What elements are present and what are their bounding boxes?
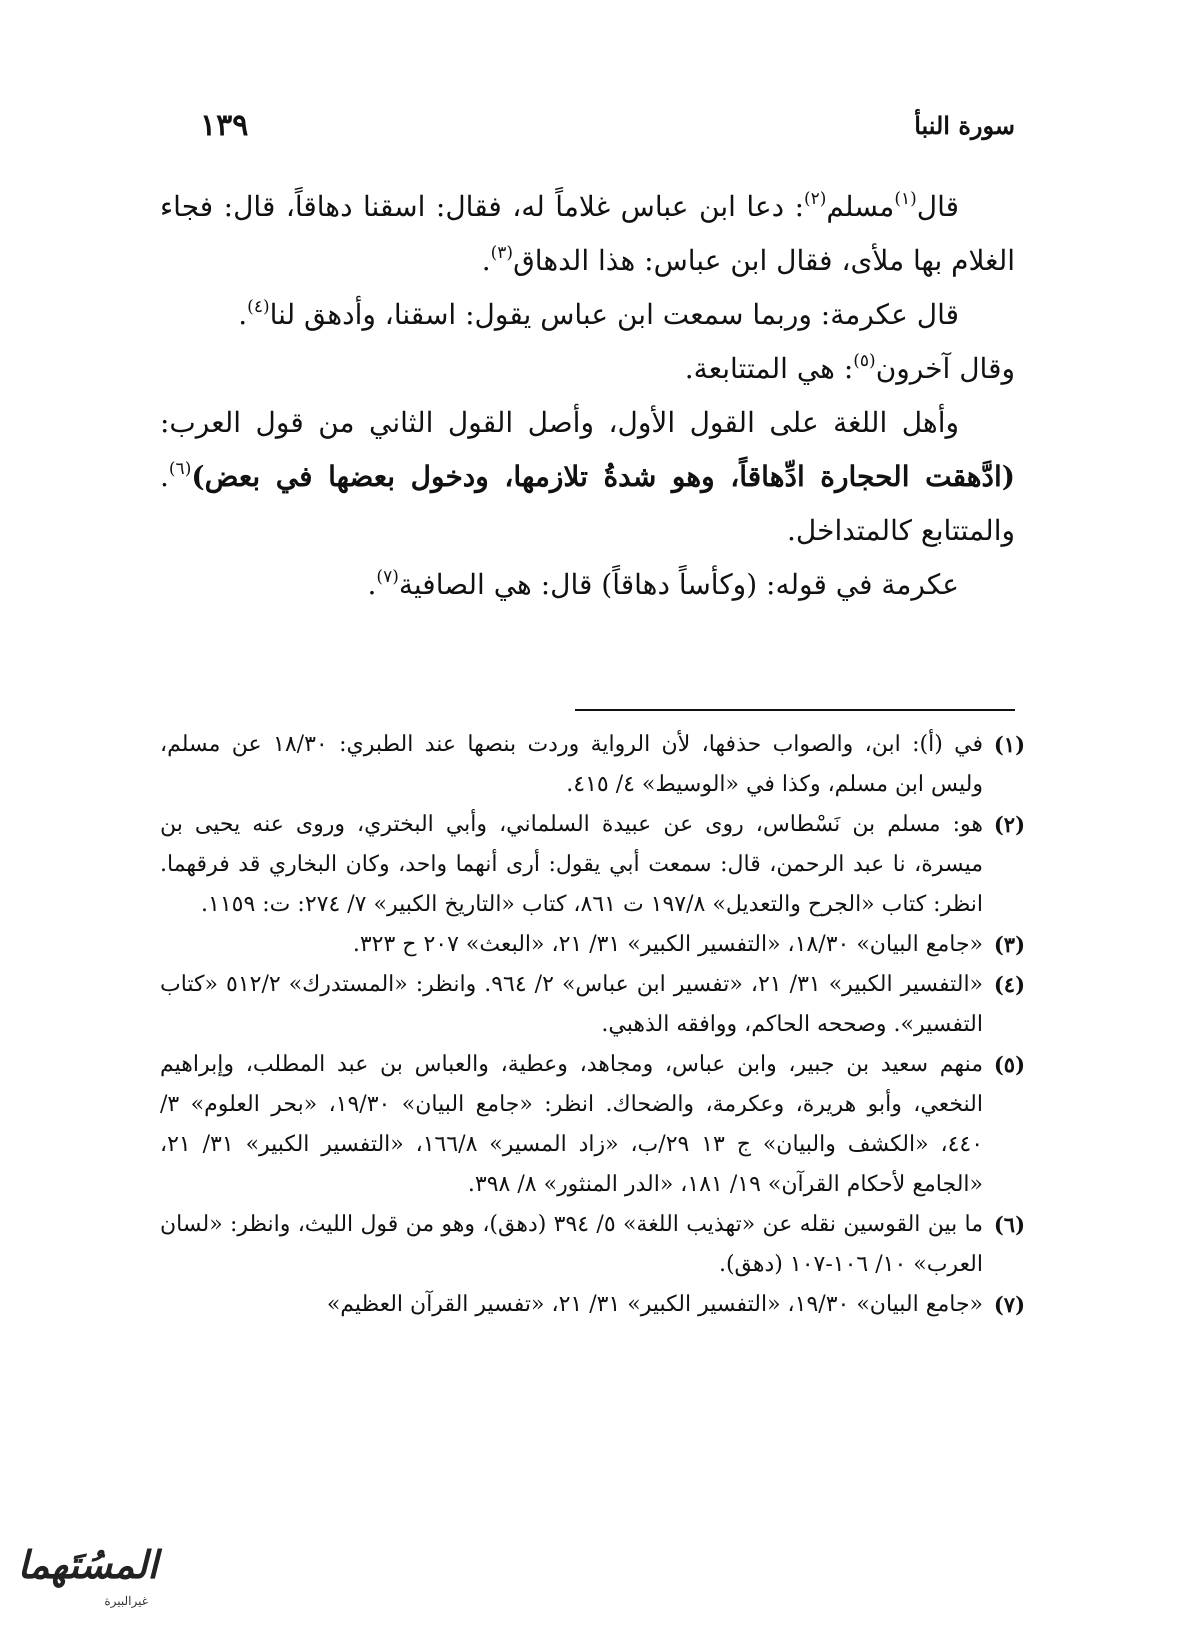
paragraph-2: قال عكرمة: وربما سمعت ابن عباس يقول: اسقنا، وأدهق لنا$^{(٤)}$. bbox=[238, 297, 959, 331]
text-run: عكرمة في قوله: (وكأساً دهاقاً) قال: هي الصافية bbox=[398, 568, 959, 601]
paragraph-5: عكرمة في قوله: (وكأساً دهاقاً) قال: هي الصافية$^{(٧)}$. bbox=[367, 567, 959, 601]
surah-title: سورة النبأ bbox=[914, 110, 1015, 140]
footnote-number: (٣) bbox=[993, 932, 1025, 957]
footnote-text: في (أ): ابن، والصواب حذفها، لأن الرواية وردت بنصها عند الطبري: ١٨/٣٠ عن مسلم، وليس ابن مسلم، وكذا في «الوسيط» ٤/ ٤١٥. bbox=[160, 732, 984, 797]
footnote bbox=[160, 1285, 1025, 1325]
footnote bbox=[160, 1045, 1025, 1205]
footnote-text: «جامع البيان» ١٨/٣٠، «التفسير الكبير» ٣١/ ٢١، «البعث» ٢٠٧ ح ٣٢٣. bbox=[352, 932, 983, 957]
paragraph-1: قال$^{(١)}$مسلم$^{(٢)}$: دعا ابن عباس غلاماً له، فقال: اسقنا دهاقاً، قال: فجاء الغلام بها ملأى، فقال ابن عباس: هذا الدهاق$^{(٣)}$. bbox=[160, 189, 1015, 277]
footnotes bbox=[160, 725, 1025, 1325]
footnote-text: منهم سعيد بن جبير، وابن عباس، ومجاهد، وعطية، والعباس بن عبد المطلب، وإبراهيم النخعي، وأبو هريرة، وعكرمة، والضحاك. انظر: «جامع البيان» ١٩/٣٠، «بحر العلوم» ٣/ ٤٤٠، «الكشف والبيان» ج ١٣ ٢٩/ب، «زاد المسير» ١٦٦/٨، «التفسير الكبير» ٣١/ ٢١، «الجامع لأحكام القرآن» ١٩/ ١٨١، «الدر المنثور» ٨/ ٣٩٨. bbox=[160, 1052, 984, 1197]
page-number: ١٣٩ bbox=[200, 107, 249, 143]
footnote-number: (٥) bbox=[993, 1052, 1025, 1077]
footnote bbox=[160, 965, 1025, 1045]
footnote-ref[interactable]: (٧) bbox=[376, 567, 399, 587]
text-run: وأهل اللغة على القول الأول، وأصل القول الثاني من قول العرب: bbox=[160, 406, 959, 439]
footnote-number: (١) bbox=[993, 732, 1025, 757]
footnote bbox=[160, 1205, 1025, 1285]
publisher-stamp-logo bbox=[18, 1542, 168, 1620]
page-header bbox=[200, 100, 1015, 150]
footnote-number: (٤) bbox=[993, 972, 1025, 997]
footnote-text: «التفسير الكبير» ٣١/ ٢١، «تفسير ابن عباس» ٢/ ٩٦٤. وانظر: «المستدرك» ٥١٢/٢ «كتاب التفسير». وصححه الحاكم، ووافقه الذهبي. bbox=[160, 972, 984, 1037]
text-run: . والمتتابع كالمتداخل. bbox=[160, 460, 1015, 547]
footnote-text: هو: مسلم بن نَسْطاس، روى عن عبيدة السلماني، وأبي البختري، وروى عنه يحيى بن ميسرة، نا عبد الرحمن، قال: سمعت أبي يقول: أرى أنهما واحد، وكان البخاري قد فرقهما. انظر: كتاب «الجرح والتعديل» ١٩٧/٨ ت ٨٦١، كتاب «التاريخ الكبير» ٧/ ٢٧٤: ت: ١١٥٩. bbox=[160, 812, 983, 917]
footnote-separator bbox=[575, 709, 1015, 711]
footnote-number: (٢) bbox=[993, 812, 1025, 837]
text-run: : دعا ابن عباس غلاماً له، فقال: اسقنا دهاقاً، قال: فجاء الغلام بها ملأى، فقال ابن عباس: هذا الدهاق bbox=[160, 190, 1015, 277]
footnote bbox=[160, 925, 1025, 965]
footnote bbox=[160, 805, 1025, 925]
stamp-calligraphy: المسُتَهما bbox=[17, 1542, 158, 1587]
stamp-subtext: غيرالبيرة bbox=[104, 1594, 148, 1608]
footnote-number: (٦) bbox=[993, 1212, 1025, 1237]
text-run: قال عكرمة: وربما سمعت ابن عباس يقول: اسقنا، وأدهق لنا bbox=[269, 298, 959, 331]
paragraph-3 bbox=[160, 342, 1015, 396]
quoted-text: (ادَّهقت الحجارة ادِّهاقاً، وهو شدةُ تلازمها، ودخول بعضها في بعض) bbox=[191, 460, 1015, 493]
text-run: وقال آخرون bbox=[875, 352, 1015, 385]
footnote-ref[interactable]: (٥) bbox=[853, 351, 876, 371]
footnote-ref[interactable]: (٢) bbox=[804, 189, 827, 209]
text-run: : هي المتتابعة. bbox=[684, 352, 854, 385]
footnote-text: «جامع البيان» ١٩/٣٠، «التفسير الكبير» ٣١/ ٢١، «تفسير القرآن العظيم» bbox=[326, 1292, 983, 1317]
text-run: مسلم bbox=[826, 190, 895, 223]
footnote-ref[interactable]: (٦) bbox=[168, 459, 192, 479]
paragraph-4 bbox=[160, 396, 1015, 558]
footnote-text: ما بين القوسين نقله عن «تهذيب اللغة» ٥/ ٣٩٤ (دهق)، وهو من قول الليث، وانظر: «لسان العرب» ١٠/ ١٠٦-١٠٧ (دهق). bbox=[160, 1212, 984, 1277]
main-text bbox=[160, 180, 1015, 612]
footnote-number: (٧) bbox=[993, 1292, 1025, 1317]
text-run: قال bbox=[916, 190, 959, 223]
footnote-ref[interactable]: (٤) bbox=[247, 297, 270, 317]
footnote-ref[interactable]: (١) bbox=[894, 189, 917, 209]
footnote-ref[interactable]: (٣) bbox=[490, 243, 514, 263]
footnote bbox=[160, 725, 1025, 805]
